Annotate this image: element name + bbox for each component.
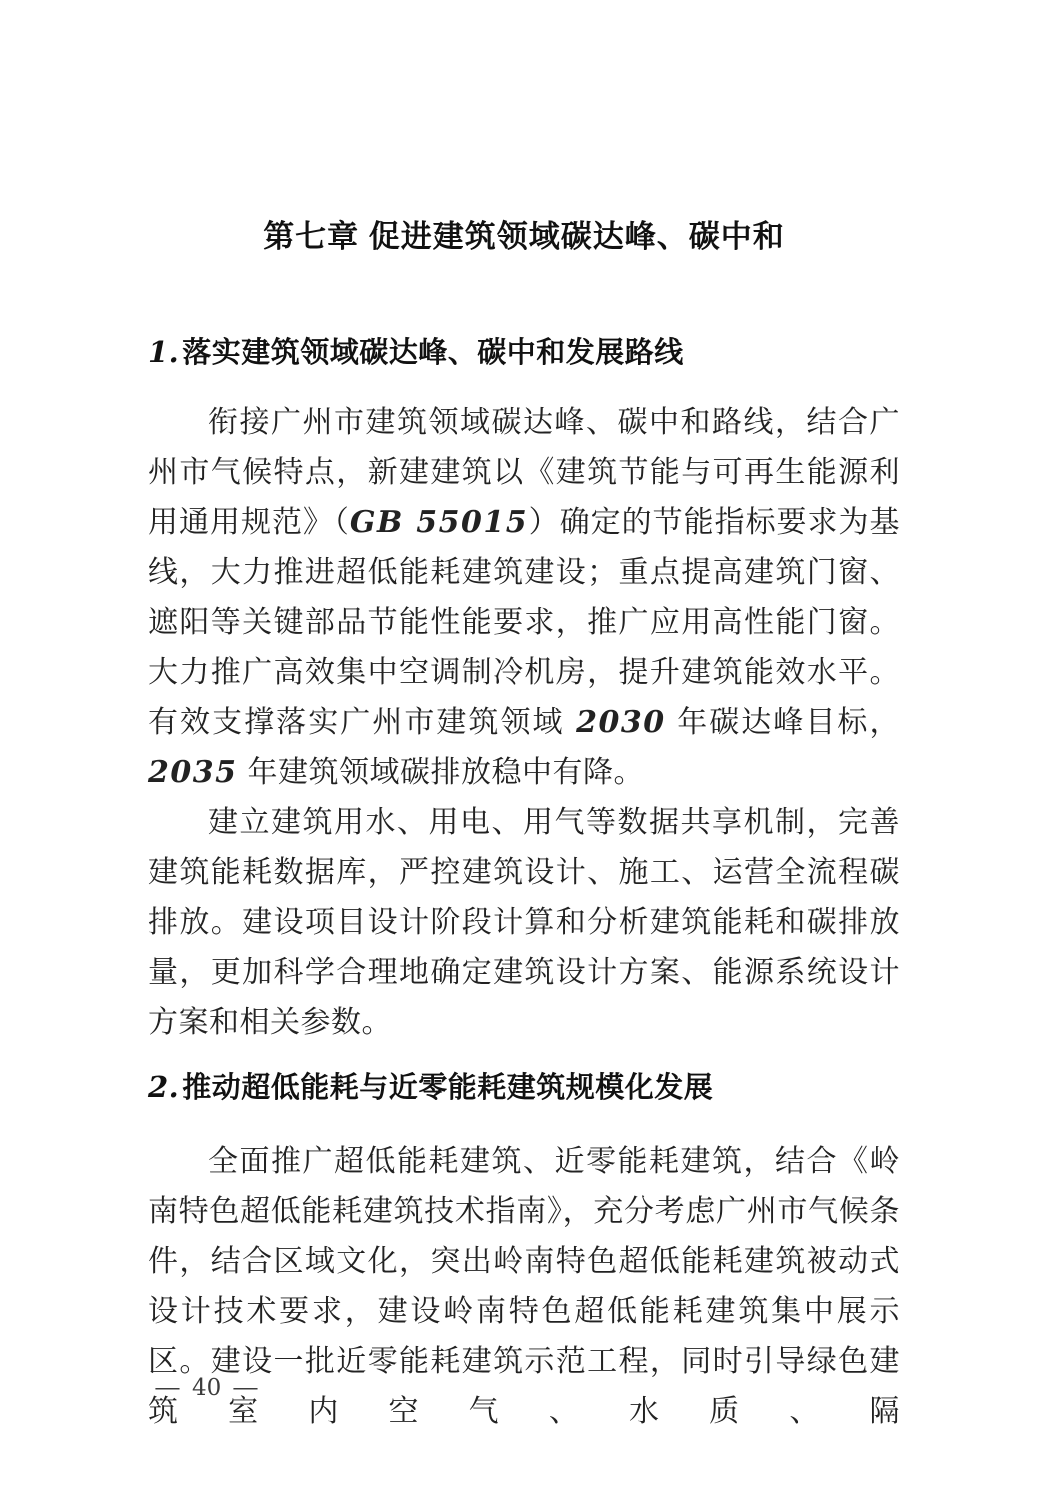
paragraph-text: 年碳达峰目标，	[665, 705, 900, 740]
footer-dash-left: —	[154, 1375, 181, 1401]
body-paragraph	[148, 398, 900, 798]
body-paragraph	[148, 798, 900, 1048]
standard-code: GB 55015	[349, 505, 529, 540]
paragraph-text: 建立建筑用水、用电、用气等数据共享机制，完善建筑能耗数据库，严控建筑设计、施工、运营全流程碳排放。建设项目设计阶段计算和分析建筑能耗和碳排放量，更加科学合理地确定建筑设计方案、能源系统设计方案和相关参数。	[148, 805, 900, 1040]
section-2	[148, 1068, 900, 1437]
paragraph-text: 全面推广超低能耗建筑、近零能耗建筑，结合《岭南特色超低能耗建筑技术指南》，充分考虑广州市气候条件，结合区域文化，突出岭南特色超低能耗建筑被动式设计技术要求，建设岭南特色超低能耗建筑集中展示区。建设一批近零能耗建筑示范工程，同时引导绿色建筑室内空气、水质、隔	[148, 1144, 900, 1429]
section-1-heading	[148, 333, 900, 372]
section-2-heading-number: 2.	[148, 1070, 180, 1104]
section-1-heading-number: 1.	[148, 335, 180, 369]
section-1-heading-text: 落实建筑领域碳达峰、碳中和发展路线	[182, 337, 684, 369]
body-paragraph	[148, 1137, 900, 1437]
chapter-title: 第七章 促进建筑领域碳达峰、碳中和	[263, 219, 785, 254]
paragraph-text: 衔接广州市建筑领域碳达峰、碳中和路线，结合广州市气候特点，新建建筑以《建筑节能与可再生能源利用通用规范》（	[148, 405, 900, 540]
paragraph-text: 年建筑领域碳排放稳中有降。	[237, 755, 645, 790]
page-number: 40	[192, 1375, 222, 1401]
section-2-heading-text: 推动超低能耗与近零能耗建筑规模化发展	[182, 1072, 714, 1104]
footer-dash-right: —	[232, 1375, 260, 1401]
paragraph-text: ）确定的节能指标要求为基线，大力推进超低能耗建筑建设；重点提高建筑门窗、遮阳等关键部品节能性能要求，推广应用高性能门窗。大力推广高效集中空调制冷机房，提升建筑能效水平。有效支撑落实广州市建筑领域	[148, 505, 901, 740]
page-footer	[154, 1374, 260, 1402]
section-1	[148, 333, 900, 1048]
year-value: 2035	[148, 755, 238, 790]
year-value: 2030	[576, 705, 666, 740]
section-2-heading	[148, 1068, 900, 1107]
